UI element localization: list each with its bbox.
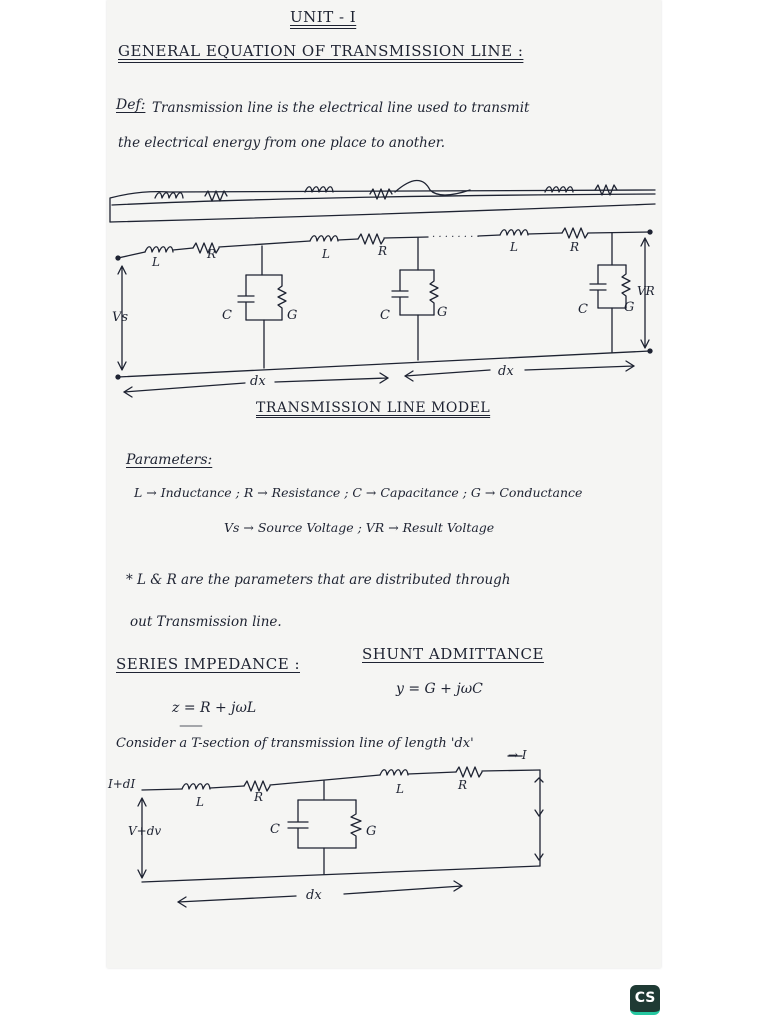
d1-label-R1: R xyxy=(207,247,217,261)
shunt-admittance-equation: y = G + jωC xyxy=(396,681,483,697)
d1-label-C3: C xyxy=(578,302,588,317)
d2-current-label: → I xyxy=(508,748,527,762)
d1-label-G3: G xyxy=(624,300,635,315)
d2-label-dx: dx xyxy=(306,888,322,903)
d1-dots: . . . . . . . . xyxy=(432,229,480,240)
d1-label-R3: R xyxy=(570,240,580,254)
d1-label-C2: C xyxy=(380,308,390,323)
d1-label-L1: L xyxy=(152,255,160,269)
d1-label-L3: L xyxy=(510,240,518,254)
d1-label-dx-left: dx xyxy=(250,374,266,389)
d2-label-G: G xyxy=(366,824,377,839)
note-line-2: out Transmission line. xyxy=(130,614,282,630)
d1-label-R2: R xyxy=(378,244,388,258)
definition-label: Def: xyxy=(116,97,146,113)
series-impedance-equation: z = R + jωL xyxy=(172,700,257,716)
d1-label-G1: G xyxy=(287,308,298,323)
d2-label-R1: R xyxy=(254,790,264,804)
d1-label-vr: VR xyxy=(637,284,655,298)
d1-label-C1: C xyxy=(222,308,232,323)
d2-label-R2: R xyxy=(458,778,468,792)
definition-line-1: Transmission line is the electrical line used to transmit xyxy=(152,100,530,116)
consider-line: Consider a T-section of transmission line of length 'dx' xyxy=(116,736,474,751)
d2-label-L1: L xyxy=(196,795,204,809)
d1-label-L2: L xyxy=(322,247,330,261)
camscanner-badge: CS xyxy=(630,985,660,1015)
unit-heading: UNIT - I xyxy=(290,8,357,26)
transmission-line-sketch xyxy=(110,180,655,222)
d2-label-L2: L xyxy=(396,782,404,796)
note-line-1: * L & R are the parameters that are distributed through xyxy=(126,572,511,588)
diagram2-t-section xyxy=(138,756,543,907)
series-impedance-heading: SERIES IMPEDANCE : xyxy=(116,655,300,673)
d2-label-C: C xyxy=(270,822,280,837)
d2-label-i-plus-di: I+dI xyxy=(108,777,136,791)
definition-line-2: the electrical energy from one place to another. xyxy=(118,135,446,151)
model-title: TRANSMISSION LINE MODEL xyxy=(256,400,491,416)
parameters-heading: Parameters: xyxy=(126,452,213,468)
param-line-2: Vs → Source Voltage ; VR → Result Voltage xyxy=(224,520,495,535)
shunt-admittance-heading: SHUNT ADMITTANCE xyxy=(362,645,544,663)
d2-label-v-plus-dv: V+dv xyxy=(128,824,162,838)
d1-label-dx-right: dx xyxy=(498,364,514,379)
param-line-1: L → Inductance ; R → Resistance ; C → Capacitance ; G → Conductance xyxy=(134,485,583,500)
page-title: GENERAL EQUATION OF TRANSMISSION LINE : xyxy=(118,42,524,60)
diagram1-network xyxy=(116,228,652,397)
d1-label-vs: Vs xyxy=(112,310,129,325)
d1-label-G2: G xyxy=(437,305,448,320)
